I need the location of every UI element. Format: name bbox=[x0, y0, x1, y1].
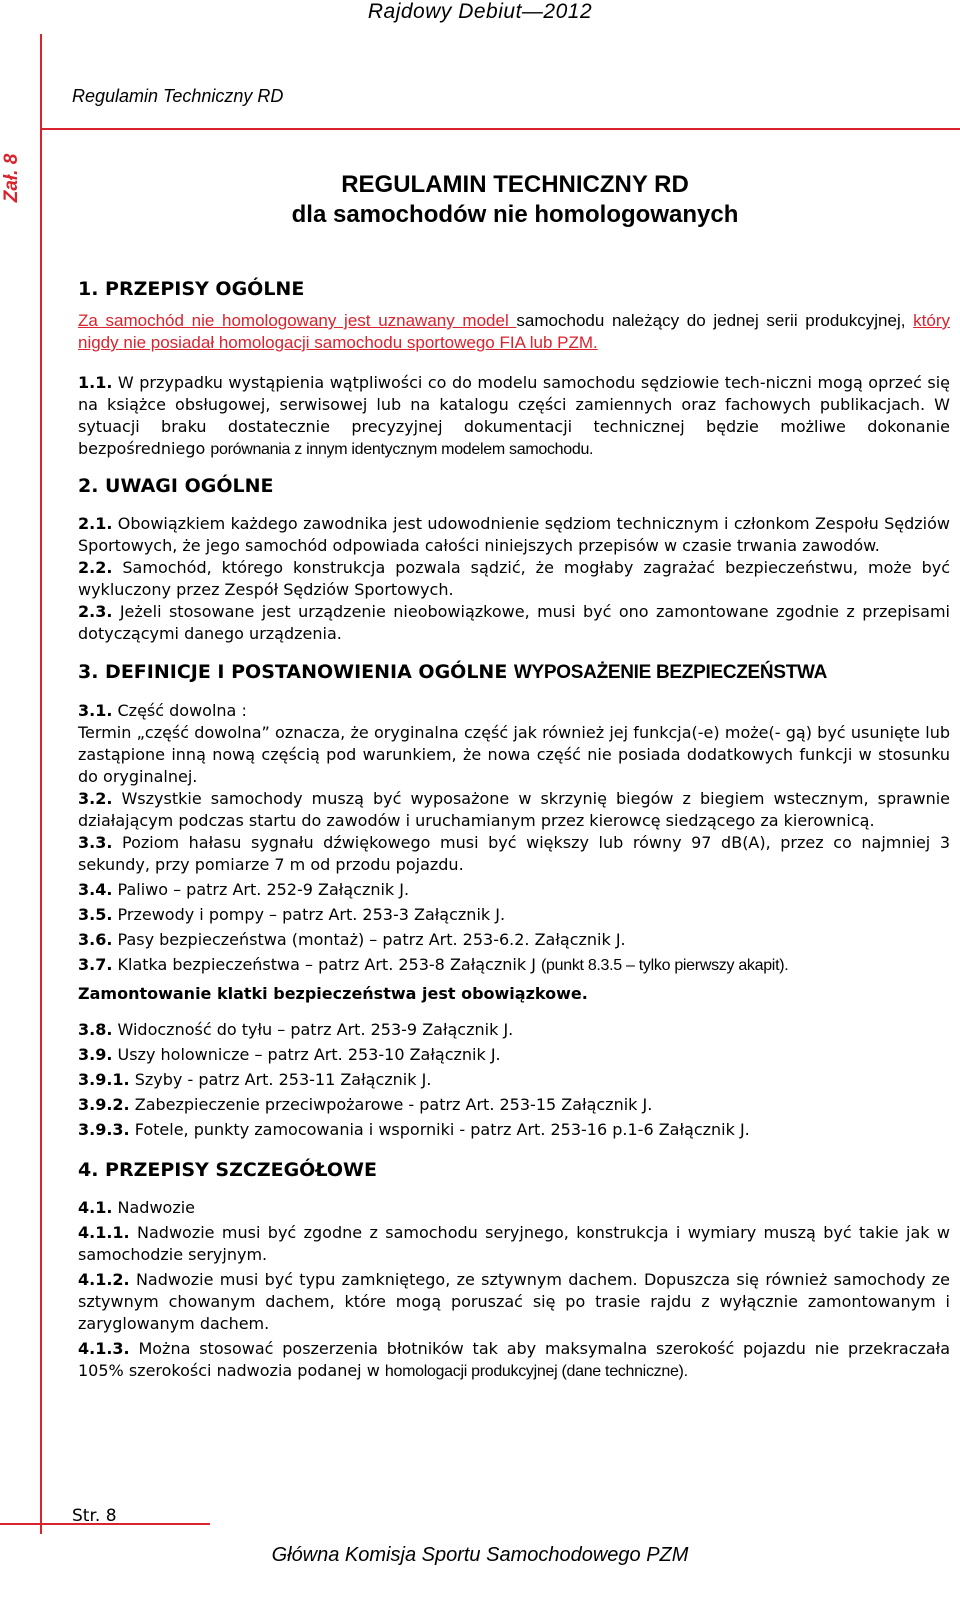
header-rule bbox=[40, 128, 960, 130]
paragraph-3-1 bbox=[78, 700, 950, 722]
paragraph-3-5 bbox=[78, 904, 950, 926]
paragraph-3-2 bbox=[78, 788, 950, 832]
paragraph-text: Poziom hałasu sygnału dźwiękowego musi być większy lub równy 97 dB(A), przez co najmniej 3 sekundy, przy pomiarze 7 m od przodu pojazdu. bbox=[78, 833, 950, 874]
paragraph-text: Klatka bezpieczeństwa – patrz Art. 253-8 Załącznik J bbox=[112, 955, 541, 974]
paragraph-number: 2.2. bbox=[78, 558, 113, 577]
paragraph-text: Można stosować poszerzenia błotników tak aby maksymalna szerokość pojazdu nie przekraczała 105% szerokości nadwozia podanej w bbox=[78, 1339, 950, 1380]
paragraph-3-7 bbox=[78, 954, 950, 977]
margin-rule-vertical bbox=[40, 34, 42, 1534]
paragraph-3-9-2 bbox=[78, 1094, 950, 1116]
paragraph-number: 4.1.2. bbox=[78, 1270, 130, 1289]
section-2-heading: 2. UWAGI OGÓLNE bbox=[78, 475, 274, 497]
paragraph-number: 3.7. bbox=[78, 955, 113, 974]
page-number: Str. 8 bbox=[72, 1506, 117, 1526]
paragraph-1-1 bbox=[78, 372, 950, 461]
paragraph-3-1-definition: Termin „część dowolna” oznacza, że oryginalna część jak również jej funkcja(-e) może(- gą) być usunięte lub zastąpione inną nową częścią pod warunkiem, że nowa część nie posiada dodatkowych funkcji w stosunku do oryginalnej. bbox=[78, 723, 950, 786]
paragraph-number: 3.4. bbox=[78, 880, 113, 899]
paragraph-4-1-2 bbox=[78, 1269, 950, 1335]
paragraph-tail: (punkt 8.3.5 – tylko pierwszy akapit). bbox=[541, 957, 789, 974]
paragraph-3-4 bbox=[78, 879, 950, 901]
paragraph-text: Widoczność do tyłu – patrz Art. 253-9 Załącznik J. bbox=[112, 1020, 514, 1039]
paragraph-number: 3.9.3. bbox=[78, 1120, 130, 1139]
paragraph-3-9 bbox=[78, 1044, 950, 1066]
section-4-heading: 4. PRZEPISY SZCZEGÓŁOWE bbox=[78, 1159, 377, 1181]
paragraph-tail: porównania z innym identycznym modelem samochodu. bbox=[210, 441, 594, 458]
title-line-1: REGULAMIN TECHNICZNY RD bbox=[341, 171, 689, 198]
paragraph-2-3 bbox=[78, 601, 950, 645]
mandatory-note: Zamontowanie klatki bezpieczeństwa jest obowiązkowe. bbox=[78, 984, 588, 1003]
definition-black: samochodu należący do jednej serii produkcyjnej, bbox=[516, 311, 914, 330]
section-3-heading bbox=[78, 661, 950, 684]
section-3-heading-part-1: 3. DEFINICJE I POSTANOWIENIA OGÓLNE bbox=[78, 661, 514, 683]
paragraph-text: Szyby - patrz Art. 253-11 Załącznik J. bbox=[129, 1070, 432, 1089]
paragraph-text: Pasy bezpieczeństwa (montaż) – patrz Art. 253-6.2. Załącznik J. bbox=[112, 930, 626, 949]
paragraph-number: 2.1. bbox=[78, 514, 113, 533]
definition-red-underlined: Za samochód nie homologowany jest uznawany model bbox=[78, 311, 517, 330]
paragraph-text: Przewody i pompy – patrz Art. 253-3 Załącznik J. bbox=[112, 905, 506, 924]
document-label: Regulamin Techniczny RD bbox=[72, 86, 284, 106]
paragraph-text: Wszystkie samochody muszą być wyposażone w skrzynię biegów z biegiem wstecznym, sprawnie działającym podczas startu do zawodów i uruchamianym przez kierowcę siedzącego za kierownicą. bbox=[78, 789, 950, 830]
paragraph-3-6 bbox=[78, 929, 950, 951]
paragraph-3-3 bbox=[78, 832, 950, 876]
paragraph-3-9-3 bbox=[78, 1119, 950, 1141]
paragraph-tail: homologacji produkcyjnej (dane techniczne). bbox=[384, 1363, 688, 1380]
document-body bbox=[78, 278, 950, 1383]
paragraph-number: 4.1.1. bbox=[78, 1223, 130, 1242]
paragraph-number: 3.3. bbox=[78, 833, 113, 852]
paragraph-text: Nadwozie musi być typu zamkniętego, ze sztywnym dachem. Dopuszcza się również samochody ze sztywnym chowanym dachem, które mogą poruszać się po trasie rajdu z wyłącznie zamontowanym i zaryglowanym dachem. bbox=[78, 1270, 950, 1333]
paragraph-2-2 bbox=[78, 557, 950, 601]
paragraph-2-1 bbox=[78, 513, 950, 557]
paragraph-text: Uszy holownicze – patrz Art. 253-10 Załącznik J. bbox=[112, 1045, 501, 1064]
paragraph-text: Paliwo – patrz Art. 252-9 Załącznik J. bbox=[112, 880, 410, 899]
paragraph-4-1-3 bbox=[78, 1338, 950, 1383]
annex-label: Zał. 8 bbox=[1, 153, 22, 203]
title-line-2: dla samochodów nie homologowanych bbox=[291, 201, 739, 228]
paragraph-number: 3.9.2. bbox=[78, 1095, 130, 1114]
paragraph-number: 3.9. bbox=[78, 1045, 113, 1064]
paragraph-text: Fotele, punkty zamocowania i wsporniki - patrz Art. 253-16 p.1-6 Załącznik J. bbox=[129, 1120, 750, 1139]
paragraph-3-8 bbox=[78, 1019, 950, 1041]
paragraph-text: Obowiązkiem każdego zawodnika jest udowodnienie sędziom technicznym i członkom Zespołu Sędziów Sportowych, że jego samochód odpowiada całości niniejszych przepisów w czasie trwania zawodów. bbox=[78, 514, 950, 555]
paragraph-text: Część dowolna : bbox=[112, 701, 247, 720]
paragraph-4-1-1 bbox=[78, 1222, 950, 1266]
section-1-heading: 1. PRZEPISY OGÓLNE bbox=[78, 278, 305, 300]
definition-red-underlined-2: który nigdy nie posiadał homologacji samochodu sportowego FIA lub PZM. bbox=[78, 311, 950, 352]
header-title: Rajdowy Debiut—2012 bbox=[367, 0, 593, 23]
paragraph-number: 3.1. bbox=[78, 701, 113, 720]
page-title bbox=[0, 170, 960, 230]
paragraph-text: Jeżeli stosowane jest urządzenie nieobowiązkowe, musi być ono zamontowane zgodnie z przepisami dotyczącymi danego urządzenia. bbox=[78, 602, 950, 643]
paragraph-text: Nadwozie musi być zgodne z samochodu seryjnego, konstrukcja i wymiary muszą być takie jak w samochodzie seryjnym. bbox=[78, 1223, 950, 1264]
paragraph-number: 2.3. bbox=[78, 602, 113, 621]
definition-paragraph bbox=[78, 310, 950, 354]
paragraph-3-9-1 bbox=[78, 1069, 950, 1091]
paragraph-text: Nadwozie bbox=[112, 1198, 195, 1217]
paragraph-text: Zabezpieczenie przeciwpożarowe - patrz Art. 253-15 Załącznik J. bbox=[129, 1095, 653, 1114]
paragraph-number: 3.5. bbox=[78, 905, 113, 924]
paragraph-number: 4.1. bbox=[78, 1198, 113, 1217]
paragraph-text: Samochód, którego konstrukcja pozwala sądzić, że mogłaby zagrażać bezpieczeństwu, może być wykluczony przez Zespół Sędziów Sportowych. bbox=[78, 558, 950, 599]
section-3-heading-part-2: WYPOSAŻENIE BEZPIECZEŃSTWA bbox=[513, 662, 828, 683]
paragraph-number: 3.9.1. bbox=[78, 1070, 130, 1089]
paragraph-number: 4.1.3. bbox=[78, 1339, 130, 1358]
paragraph-number: 3.8. bbox=[78, 1020, 113, 1039]
footer-organization: Główna Komisja Sportu Samochodowego PZM bbox=[271, 1544, 689, 1566]
paragraph-text: W przypadku wystąpienia wątpliwości co do modelu samochodu sędziowie tech-niczni mogą oprzeć się na książce obsługowej, serwisowej lub na katalogu części zamiennych oraz fachowych publikacjach. W sytuacji braku dostatecznie precyzyjnej dokumentacji technicznej będzie możliwe dokonanie bezpośredniego bbox=[78, 373, 950, 458]
paragraph-4-1 bbox=[78, 1197, 950, 1219]
paragraph-number: 3.6. bbox=[78, 930, 113, 949]
paragraph-number: 1.1. bbox=[78, 373, 113, 392]
paragraph-number: 3.2. bbox=[78, 789, 113, 808]
